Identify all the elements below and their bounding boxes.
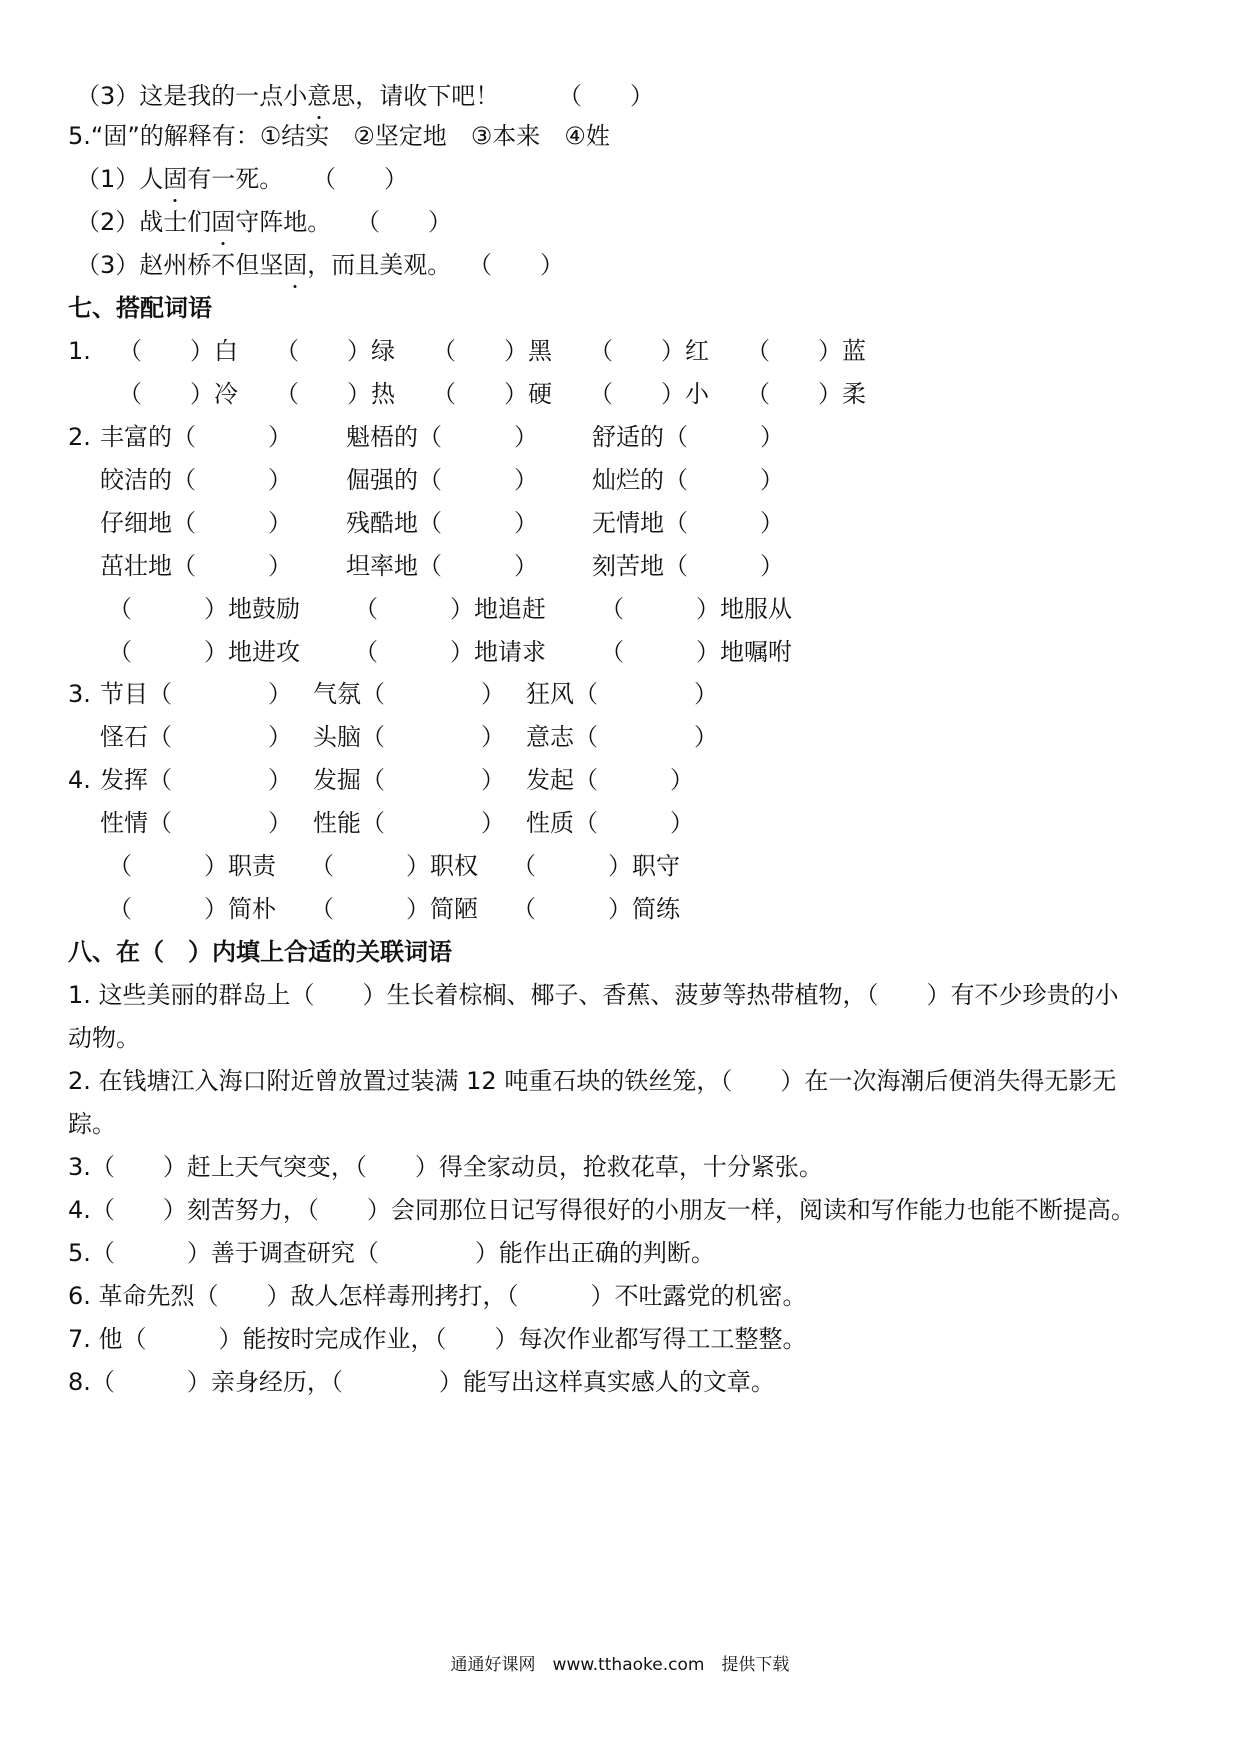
s7-q1-cell: （ ）柔	[746, 380, 866, 408]
s7-q1-cell: （ ）硬	[432, 380, 552, 408]
s7-q4-cell: （ ）职权	[310, 852, 478, 880]
s8-line: 动物。	[68, 1024, 140, 1052]
s8-line: 踪。	[68, 1110, 116, 1138]
q5-item-3-paren: （ ）	[468, 251, 564, 279]
s8-line: 7. 他（ ）能按时完成作业，（ ）每次作业都写得工工整整。	[68, 1325, 807, 1353]
s7-q4-cell: 性能（ ）	[313, 809, 505, 837]
q4-item-3-paren: （ ）	[558, 82, 654, 110]
q5-item-2-dotted-char: 固	[211, 208, 236, 236]
s7-q2-cell: （ ）地鼓励	[108, 595, 300, 623]
q5-item-2-text-c: 守阵地。	[235, 208, 332, 236]
q5-item-2-paren: （ ）	[356, 208, 452, 236]
s7-q2-cell: （ ）地进攻	[108, 638, 300, 666]
q5-item-2	[76, 206, 331, 238]
s8-line: 4.（ ）刻苦努力，（ ）会同那位日记写得很好的小朋友一样，阅读和写作能力也能不断提高。	[68, 1196, 1135, 1224]
q5-item-3	[76, 249, 451, 281]
s7-q2-cell: （ ）地追赶	[354, 595, 546, 623]
s7-q1-cell: （ ）热	[275, 380, 395, 408]
s7-q4-cell: （ ）职责	[108, 852, 276, 880]
s7-q3-cell: 节目（ ）	[100, 680, 292, 708]
s7-q4-number: 4.	[68, 766, 91, 794]
s7-q2-cell: 皎洁的（ ）	[100, 466, 292, 494]
s7-q3-cell: 狂风（ ）	[526, 680, 718, 708]
s7-q2-cell: 坦率地（ ）	[346, 552, 538, 580]
q4-item-3-text-c: 思，请收下吧！	[331, 82, 500, 110]
s7-q1-number: 1.	[68, 337, 91, 365]
s7-q3-cell: 头脑（ ）	[313, 723, 505, 751]
q5-item-1-text-a: （1）人	[76, 165, 164, 193]
s7-q2-cell: 丰富的（ ）	[100, 423, 292, 451]
s7-q2-cell: 魁梧的（ ）	[346, 423, 538, 451]
s7-q2-cell: 倔强的（ ）	[346, 466, 538, 494]
s7-q2-cell: （ ）地嘱咐	[600, 638, 792, 666]
s8-line: 2. 在钱塘江入海口附近曾放置过装满 12 吨重石块的铁丝笼，（ ）在一次海潮后便消失得无影无	[68, 1067, 1117, 1095]
q4-item-3	[76, 80, 499, 112]
s7-q1-cell: （ ）白	[118, 337, 238, 365]
s7-q2-number: 2.	[68, 423, 91, 451]
s7-q4-cell: 发挥（ ）	[100, 766, 292, 794]
q5-item-3-dotted-char: 固	[283, 251, 308, 279]
s7-q4-cell: 性情（ ）	[100, 809, 292, 837]
q4-item-3-dotted-char: 意	[307, 82, 332, 110]
s7-q2-cell: 无情地（ ）	[592, 509, 784, 537]
s7-q1-cell: （ ）红	[589, 337, 709, 365]
s8-line: 1. 这些美丽的群岛上（ ）生长着棕榈、椰子、香蕉、菠萝等热带植物，（ ）有不少珍贵的小	[68, 981, 1119, 1009]
s7-q2-cell: 灿烂的（ ）	[592, 466, 784, 494]
s8-line: 5.（ ）善于调查研究（ ）能作出正确的判断。	[68, 1239, 715, 1267]
s7-q3-number: 3.	[68, 680, 91, 708]
s7-q4-cell: 发掘（ ）	[313, 766, 505, 794]
s8-line: 3.（ ）赶上天气突变，（ ）得全家动员，抢救花草，十分紧张。	[68, 1153, 823, 1181]
s7-q2-cell: 刻苦地（ ）	[592, 552, 784, 580]
s7-q1-cell: （ ）黑	[432, 337, 552, 365]
q5-item-2-text-a: （2）战士们	[76, 208, 212, 236]
q5-item-3-text-c: ，而且美观。	[307, 251, 452, 279]
section-7-title: 七、搭配词语	[68, 294, 212, 322]
s7-q2-cell: 舒适的（ ）	[592, 423, 784, 451]
s7-q2-cell: 仔细地（ ）	[100, 509, 292, 537]
s8-line: 8.（ ）亲身经历，（ ）能写出这样真实感人的文章。	[68, 1368, 775, 1396]
s8-line: 6. 革命先烈（ ）敌人怎样毒刑拷打，（ ）不吐露党的机密。	[68, 1282, 807, 1310]
s7-q2-cell: （ ）地请求	[354, 638, 546, 666]
q5-title: 5.“固”的解释有：①结实 ②坚定地 ③本来 ④姓	[68, 122, 610, 150]
s7-q4-cell: （ ）简陋	[310, 895, 478, 923]
s7-q3-cell: 怪石（ ）	[100, 723, 292, 751]
q5-item-1-paren: （ ）	[312, 165, 408, 193]
s7-q2-cell: 茁壮地（ ）	[100, 552, 292, 580]
s7-q4-cell: （ ）简练	[512, 895, 680, 923]
s7-q4-cell: 发起（ ）	[526, 766, 694, 794]
s7-q2-cell: （ ）地服从	[600, 595, 792, 623]
s7-q4-cell: （ ）简朴	[108, 895, 276, 923]
q5-item-1-dotted-char: 固	[163, 165, 188, 193]
footer-credit: 通通好课网 www.tthaoke.com 提供下载	[450, 1655, 790, 1675]
section-8-title: 八、在（ ）内填上合适的关联词语	[68, 938, 452, 966]
s7-q3-cell: 意志（ ）	[526, 723, 718, 751]
s7-q4-cell: 性质（ ）	[526, 809, 694, 837]
s7-q1-cell: （ ）小	[589, 380, 709, 408]
s7-q4-cell: （ ）职守	[512, 852, 680, 880]
q5-item-3-text-a: （3）赵州桥不但坚	[76, 251, 284, 279]
s7-q1-cell: （ ）绿	[275, 337, 395, 365]
s7-q1-cell: （ ）冷	[118, 380, 238, 408]
q4-item-3-text-a: （3）这是我的一点小	[76, 82, 308, 110]
s7-q2-cell: 残酷地（ ）	[346, 509, 538, 537]
s7-q3-cell: 气氛（ ）	[313, 680, 505, 708]
q5-item-1-text-c: 有一死。	[187, 165, 284, 193]
s7-q1-cell: （ ）蓝	[746, 337, 866, 365]
q5-item-1	[76, 163, 283, 195]
